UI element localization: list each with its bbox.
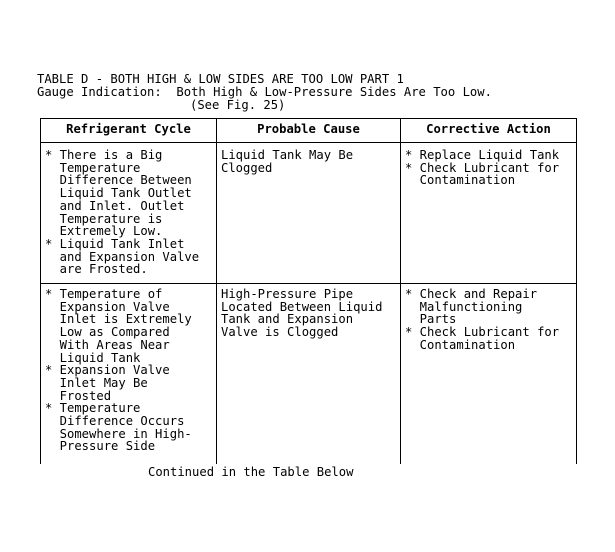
figure-reference: (See Fig. 25) [190, 98, 286, 112]
table-top-border [40, 118, 577, 119]
gauge-indication: Gauge Indication: Both High & Low-Pressure Sides Are Too Low. [37, 85, 492, 99]
header-refrigerant-cycle: Refrigerant Cycle [66, 122, 191, 136]
header-probable-cause: Probable Cause [257, 122, 360, 136]
row2-corrective-action: * Check and Repair Malfunctioning Parts * Check Lubricant for Contamination [405, 287, 560, 352]
table-right-border [576, 118, 577, 464]
troubleshooting-table [40, 118, 577, 464]
table-title: TABLE D - BOTH HIGH & LOW SIDES ARE TOO LOW PART 1 [37, 72, 404, 86]
row2-refrigerant-cycle: * Temperature of Expansion Valve Inlet is Extremely Low as Compared With Areas Near Liquid Tank * Expansion Valve Inlet May Be Frosted * Temperature Difference Occurs Somewhere in High- Pressure Side [45, 287, 192, 454]
header-corrective-action: Corrective Action [426, 122, 551, 136]
header-bottom-border [40, 142, 577, 143]
row-divider [40, 283, 577, 284]
row2-probable-cause: High-Pressure Pipe Located Between Liquid Tank and Expansion Valve is Clogged [221, 287, 383, 340]
table-left-border [40, 118, 41, 464]
continuation-note: Continued in the Table Below [148, 465, 354, 479]
row1-probable-cause: Liquid Tank May Be Clogged [221, 148, 354, 175]
row1-refrigerant-cycle: * There is a Big Temperature Difference Between Liquid Tank Outlet and Inlet. Outlet Temperature is Extremely Low. * Liquid Tank Inlet and Expansion Valve are Frosted. [45, 148, 200, 277]
column-divider-1 [216, 118, 217, 464]
column-divider-2 [400, 118, 401, 464]
row1-corrective-action: * Replace Liquid Tank * Check Lubricant for Contamination [405, 148, 560, 188]
